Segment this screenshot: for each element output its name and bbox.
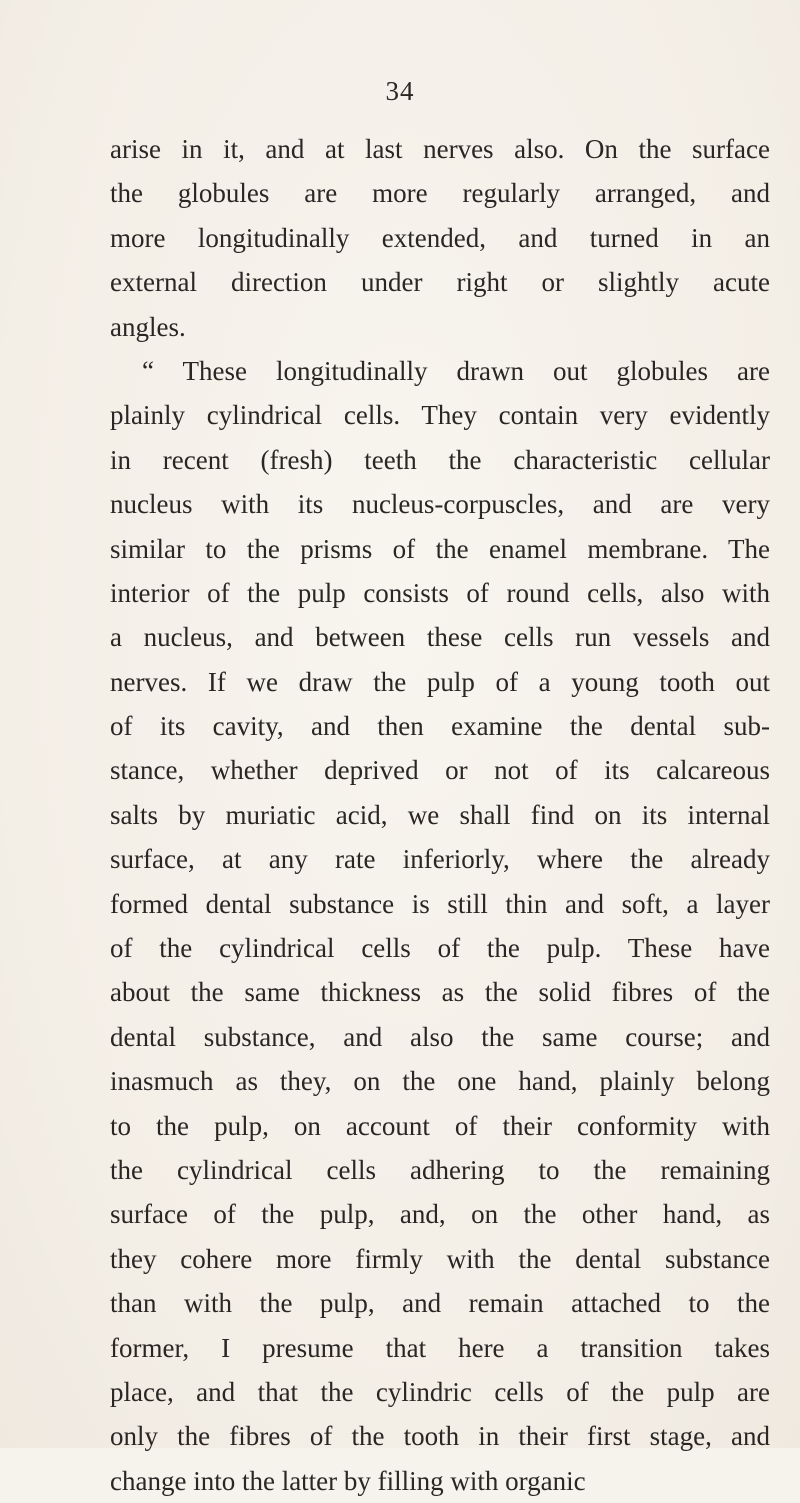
text-line: external direction under right or slightly acute — [110, 267, 770, 298]
text-line: place, and that the cylindric cells of the pulp are — [110, 1376, 770, 1407]
text-line: more longitudinally extended, and turned in an — [110, 222, 770, 253]
text-line: to the pulp, on account of their conformity with — [110, 1110, 770, 1141]
text-line: only the fibres of the tooth in their first stage, and — [110, 1421, 770, 1452]
text-line: the cylindrical cells adhering to the remaining — [110, 1154, 770, 1185]
text-line: “ These longitudinally drawn out globules are — [142, 355, 770, 386]
text-line: former, I presume that here a transition takes — [110, 1332, 770, 1363]
text-line: nucleus with its nucleus-corpuscles, and are very — [110, 489, 770, 520]
text-line: in recent (fresh) teeth the characteristic cellular — [110, 444, 770, 475]
text-line: angles. — [110, 311, 186, 342]
text-line: dental substance, and also the same course; and — [110, 1021, 770, 1052]
text-line: salts by muriatic acid, we shall find on its internal — [110, 799, 770, 830]
text-line: the globules are more regularly arranged, and — [110, 178, 770, 209]
text-line: formed dental substance is still thin and soft, a layer — [110, 888, 770, 919]
text-line: than with the pulp, and remain attached to the — [110, 1288, 770, 1319]
page-number: 34 — [385, 76, 415, 106]
text-line: interior of the pulp consists of round cells, also with — [110, 577, 770, 608]
text-line: similar to the prisms of the enamel membrane. The — [110, 533, 770, 564]
text-line: surface of the pulp, and, on the other hand, as — [110, 1199, 770, 1230]
text-line: inasmuch as they, on the one hand, plainly belong — [110, 1066, 770, 1097]
text-line: they cohere more firmly with the dental substance — [110, 1243, 770, 1274]
text-line: stance, whether deprived or not of its calcareous — [110, 755, 770, 786]
text-line: arise in it, and at last nerves also. On the surface — [110, 134, 770, 164]
text-line: about the same thickness as the solid fibres of the — [110, 977, 770, 1008]
text-line: change into the latter by filling with organic — [110, 1465, 586, 1496]
text-line: of its cavity, and then examine the dental sub- — [110, 711, 770, 742]
text-line: of the cylindrical cells of the pulp. These have — [110, 933, 770, 964]
body-text — [110, 127, 770, 1503]
text-line: plainly cylindrical cells. They contain very evidently — [110, 400, 770, 431]
text-line: surface, at any rate inferiorly, where the already — [110, 844, 770, 875]
text-line: a nucleus, and between these cells run vessels and — [110, 622, 770, 653]
text-line: nerves. If we draw the pulp of a young tooth out — [110, 666, 770, 697]
